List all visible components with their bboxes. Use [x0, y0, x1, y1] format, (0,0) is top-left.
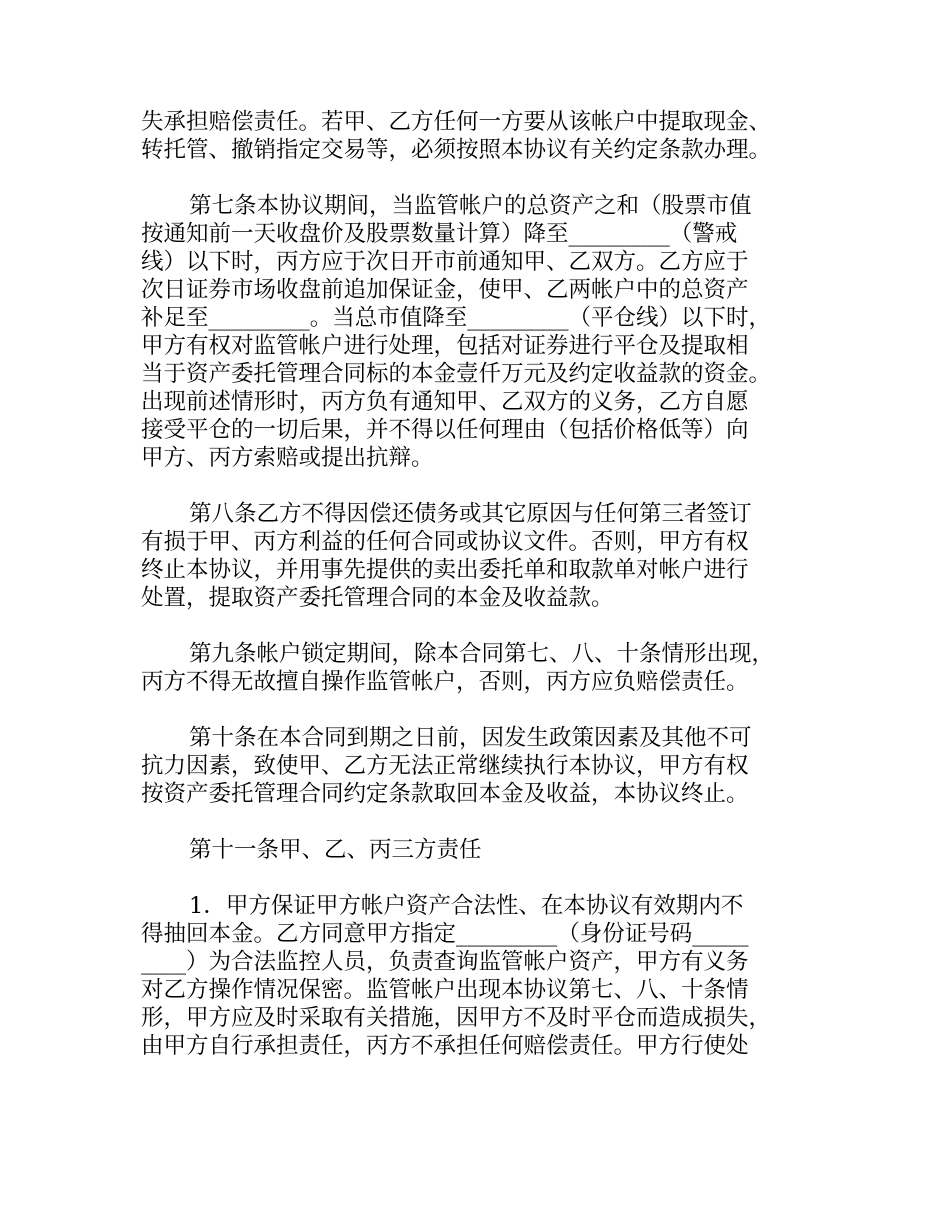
text-line: 终止本协议，并用事先提供的卖出委托单和取款单对帐户进行	[141, 557, 749, 583]
text-line: 甲方、丙方索赔或提出抗辩。	[141, 445, 434, 471]
text-line: 第十条在本合同到期之日前，因发生政策因素及其他不可	[189, 725, 752, 751]
text-line: 第七条本协议期间，当监管帐户的总资产之和（股票市值	[189, 193, 752, 219]
text-line: 转托管、撤销指定交易等，必须按照本协议有关约定条款办理。	[141, 137, 772, 163]
text-line: 丙方不得无故擅自操作监管帐户，否则，丙方应负赔偿责任。	[141, 669, 749, 695]
paragraph-continuation	[141, 108, 831, 164]
text-line: 按资产委托管理合同约定条款取回本金及收益，本协议终止。	[141, 781, 749, 807]
text-line: ____）为合法监控人员，负责查询监管帐户资产，甲方有义务	[141, 949, 749, 975]
paragraph-article-9	[141, 640, 831, 696]
text-line: 按通知前一天收盘价及股票数量计算）降至_________（警戒	[141, 221, 738, 247]
text-line: 由甲方自行承担责任，丙方不承担任何赔偿责任。甲方行使处	[141, 1033, 749, 1059]
text-line: 形，甲方应及时采取有关措施，因甲方不及时平仓而造成损失，	[141, 1005, 772, 1031]
text-line: 有损于甲、丙方利益的任何合同或协议文件。否则，甲方有权	[141, 529, 749, 555]
text-line: 失承担赔偿责任。若甲、乙方任何一方要从该帐户中提取现金、	[141, 109, 772, 135]
text-line: 甲方有权对监管帐户进行处理，包括对证券进行平仓及提取相	[141, 333, 749, 359]
text-line: 1．甲方保证甲方帐户资产合法性、在本协议有效期内不	[189, 893, 744, 919]
paragraph-article-8	[141, 500, 831, 612]
text-line: 线）以下时，丙方应于次日开市前通知甲、乙双方。乙方应于	[141, 249, 749, 275]
text-line: 处置，提取资产委托管理合同的本金及收益款。	[141, 585, 614, 611]
text-line: 抗力因素，致使甲、乙方无法正常继续执行本协议，甲方有权	[141, 753, 749, 779]
text-line: 第八条乙方不得因偿还债务或其它原因与任何第三者签订	[189, 501, 752, 527]
document-page	[141, 108, 831, 1088]
text-line: 出现前述情形时，丙方负有通知甲、乙双方的义务，乙方自愿	[141, 389, 749, 415]
paragraph-article-10	[141, 724, 831, 808]
paragraph-article-7	[141, 192, 831, 472]
text-line: 当于资产委托管理合同标的本金壹仟万元及约定收益款的资金。	[141, 361, 772, 387]
section-heading: 第十一条甲、乙、丙三方责任	[189, 837, 482, 863]
text-line: 次日证券市场收盘前追加保证金，使甲、乙两帐户中的总资产	[141, 277, 749, 303]
paragraph-article-11-item-1	[141, 892, 831, 1060]
text-line: 接受平仓的一切后果，并不得以任何理由（包括价格低等）向	[141, 417, 749, 443]
text-line: 补足至_________。当总市值降至_________（平仓线）以下时，	[141, 305, 772, 331]
paragraph-article-11-heading	[141, 836, 831, 864]
text-line: 第九条帐户锁定期间，除本合同第七、八、十条情形出现，	[189, 641, 775, 667]
text-line: 对乙方操作情况保密。监管帐户出现本协议第七、八、十条情	[141, 977, 749, 1003]
text-line: 得抽回本金。乙方同意甲方指定_________（身份证号码_____	[141, 921, 749, 947]
